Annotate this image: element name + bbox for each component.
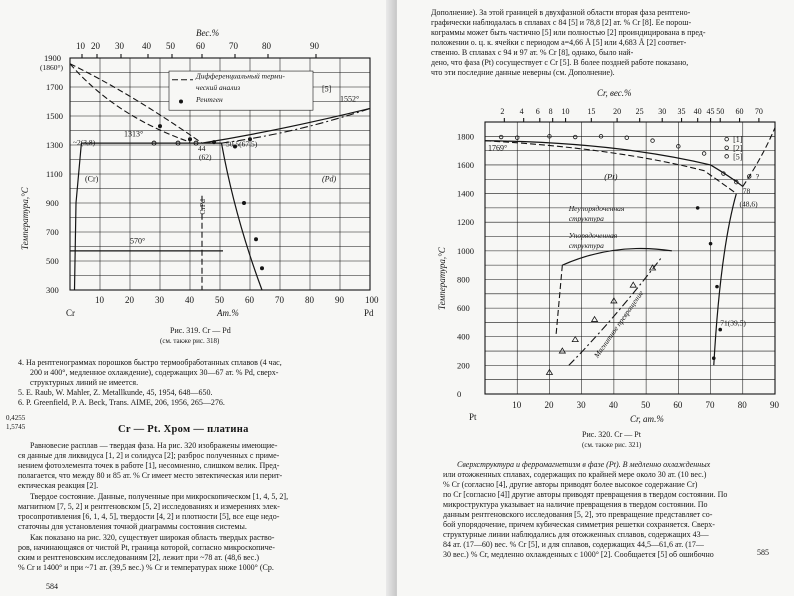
y-tick-label: 500 (46, 256, 59, 266)
body-line: Равновесие расплав — твердая фаза. На рис. 320 изображены имеющие- (30, 441, 278, 450)
data-point-marker (709, 242, 713, 246)
label-ordered: Упорядоченная (568, 230, 618, 240)
body-line: Дополнение). За этой границей в двухфазной области вторая фаза рентгено- (431, 8, 691, 17)
top-tick-label: 8 (548, 107, 553, 116)
top-tick-label: 6 (535, 107, 540, 116)
right-page (397, 0, 794, 596)
plot-frame (485, 122, 775, 394)
body-line: кограммы может быть частично [5] или полностью [2] проиндицирована в пред- (431, 28, 706, 37)
margin-number: 1,5745 (6, 423, 26, 431)
y-tick-label: 700 (46, 227, 59, 237)
x-axis-mid-label: Cr, ат.% (630, 414, 664, 424)
legend-marker (725, 146, 729, 150)
label-question: ? (755, 172, 760, 182)
label-disordered: структура (568, 213, 604, 223)
data-point-marker (242, 201, 246, 205)
x-tick-label: 20 (544, 400, 554, 410)
x-tick-label: 30 (155, 295, 164, 305)
margin-number: 0,4255 (6, 414, 26, 422)
liquidus-pd-side (202, 108, 370, 143)
label-62: (62) (199, 152, 212, 162)
data-point-marker (499, 135, 503, 139)
x-tick-label: 70 (705, 400, 715, 410)
body-line: Сверхструктура и ферромагнетизм в фазе (Pt). В медленно охлажденных (457, 460, 711, 469)
y-tick-label: 1400 (457, 188, 474, 199)
y-tick-label: 1600 (457, 159, 474, 170)
magnetic-transition (569, 257, 662, 366)
y-tick-label: 1200 (457, 217, 474, 228)
body-line: положении о. ц. к. ячейки с периодом a=4,66 Å [5] или 4,683 Å [2] соответ- (431, 38, 687, 47)
top-tick-label: 4 (519, 107, 524, 116)
body-line: нением фотоэлемента точек в работе [1], несомненно, слишком велик. Пред- (18, 461, 280, 470)
x-tick-label: 60 (673, 400, 683, 410)
top-tick-label: 45 (706, 107, 715, 116)
top-tick-label: 30 (115, 41, 124, 51)
top-tick-label: 40 (693, 107, 702, 116)
body-line: 84 ат. (17—60) вес. % Cr [5], и для сплавов, содержащих 44,5—61,6 ат. (17— (443, 540, 704, 549)
top-tick-label: 60 (735, 107, 744, 116)
legend-text: Рентген (196, 95, 223, 105)
body-line: магнитном [7, 5, 2] и рентгеновском [5, 2] исследованиях и измерениях элек- (18, 502, 280, 511)
data-point-marker (702, 152, 706, 156)
body-line: % Cr (согласно [4], другие авторы приводят более высокое содержание Cr) (443, 480, 698, 489)
data-point-marker (254, 237, 258, 241)
section-title: Cr — Pt. Хром — платина (118, 424, 249, 435)
body-line: тросопротивления [6, 1, 4, 5], твердости [4, 2] и плотности [5], все еще недо- (18, 512, 280, 521)
y-tick-label: 200 (457, 360, 470, 371)
y-axis-label: Температура,°С (20, 187, 30, 250)
legend-ref: [5] (322, 84, 332, 94)
data-point-marker (188, 137, 192, 141)
top-tick-label: 60 (196, 41, 205, 51)
label-1313: 1313° (124, 129, 144, 139)
label-magnetic: Магнитное превращение (592, 288, 646, 360)
legend-text: [1] (733, 135, 743, 145)
figure-320-caption-sub: (см. также рис. 321) (582, 441, 642, 449)
body-line: данным рентгеновского исследования [5, 2], это превращение представляет со- (443, 510, 713, 519)
x-tick-label: 50 (215, 295, 224, 305)
y-tick-label: 900 (46, 198, 59, 208)
label-78: 78 (742, 186, 751, 196)
x-tick-label: 60 (245, 295, 254, 305)
top-tick-label: 20 (91, 41, 100, 51)
figure-319-caption-sub: (см. также рис. 318) (160, 337, 220, 345)
body-line: ским и рентгеновским исследованиям [2], лежит при ~78 ат. (48,6 вес.) (18, 553, 259, 562)
pd-solvus (222, 143, 263, 290)
body-line: по Cr [согласно [4]] другие авторы приводят превращения в твердом состоянии. По (443, 490, 728, 499)
y-tick-label: 800 (457, 274, 470, 285)
top-tick-label: 90 (310, 41, 319, 51)
body-line: Твердое состояние. Данные, полученные при микроскопическом [1, 4, 5, 2], (30, 492, 289, 501)
top-axis-label: Cr, вес.% (597, 88, 632, 98)
label-disordered: Неупорядоченная (568, 203, 625, 213)
label-71-39-5: 71(39,5) (720, 318, 746, 328)
data-point-marker (712, 356, 716, 360)
body-line: ектическая реакция [2]. (18, 481, 99, 490)
body-line: дено, что фаза (Pt) сосуществует с Cr [5]. В более поздней работе показано, (431, 58, 689, 67)
legend-text: [2] (733, 143, 743, 153)
x-axis-left-label: Pt (469, 412, 477, 422)
top-tick-label: 30 (658, 107, 667, 116)
top-tick-label: 40 (142, 41, 151, 51)
order-left-boundary (556, 265, 562, 337)
body-line: 30 вес.) % Cr, медленно охлажденных с 1000° [2]. Сообщается [5] об ошибочно (443, 550, 714, 559)
x-tick-label: 10 (512, 400, 522, 410)
x-tick-label: 40 (608, 400, 618, 410)
reference-line: 6. P. Greenfield, P. A. Beck, Trans. AIME, 206, 1956, 265—276. (18, 398, 225, 407)
y-tick-label: 400 (457, 331, 470, 342)
y-tick-label: 1300 (46, 140, 63, 150)
label-44: 44 (198, 143, 206, 153)
label-pt-phase: (Pt) (604, 171, 618, 182)
data-point-marker (715, 285, 719, 289)
figure-320-caption: Рис. 320. Cr — Pt (582, 430, 641, 439)
y-tick-label: 1000 (457, 245, 474, 256)
y-tick-label: 300 (46, 285, 59, 295)
top-tick-label: 50 (716, 107, 725, 116)
y-tick-label: (1860°) (40, 62, 63, 72)
top-tick-label: 15 (587, 107, 596, 116)
body-line: полагается, что между 80 и 85 ат. % Cr имеет место эвтектическая или перит- (18, 471, 283, 480)
data-point-marker (572, 337, 578, 342)
y-tick-label: 1800 (457, 131, 474, 142)
data-point-marker (573, 135, 577, 139)
x-tick-label: 70 (275, 295, 284, 305)
y-tick-label: 0 (457, 389, 462, 399)
solidus (485, 141, 736, 194)
body-line: Как показано на рис. 320, существует широкая область твердых раство- (30, 533, 275, 542)
body-line: ся данные для ликвидуса [1, 2] и солидуса [2]; разброс полученных с приме- (18, 451, 280, 460)
top-tick-label: 50 (166, 41, 175, 51)
legend-text: [5] (733, 152, 743, 162)
label-pd-phase: (Pd) (322, 174, 337, 184)
top-tick-label: 70 (754, 107, 763, 116)
body-line: ственно. В сплавах с 94 и 97 ат. % Cr [8], однако, было най- (431, 48, 634, 57)
body-line: или отожженных сплавах, содержащих по крайней мере около 30 ат. (10 вес.) (443, 470, 707, 479)
data-point-marker (718, 328, 722, 332)
label-48-6: (48,6) (739, 199, 758, 209)
x-axis-right-label: Pd (364, 308, 374, 318)
data-point-marker (630, 282, 636, 287)
figure-319-caption: Рис. 319. Cr — Pd (170, 326, 231, 335)
figure-319-cr-pd-phase-diagram (0, 0, 397, 340)
legend-marker (179, 100, 183, 104)
body-line: что эти последние данные неверны (см. Дополнение). (431, 68, 615, 77)
x-axis-mid-label: Ат.% (217, 308, 239, 318)
cr-solvus (75, 143, 82, 290)
top-tick-label: 80 (262, 41, 271, 51)
label-1552: 1552° (340, 94, 360, 104)
label-cr-phase: (Cr) (85, 174, 99, 184)
legend-marker (725, 137, 729, 141)
legend-marker (725, 155, 729, 159)
body-line: % Cr и 1400° и при ~71 ат. (39,5 вес.) % Cr и температурах ниже 1000° (Ср. (18, 563, 274, 572)
y-tick-label: 1900 (44, 53, 61, 63)
body-line: ров, начинающаяся от чистой Pt, граница которой, согласно микроскопиче- (18, 543, 275, 552)
top-tick-label: 70 (229, 41, 238, 51)
x-tick-label: 30 (576, 400, 586, 410)
reference-line: 5. E. Raub, W. Mahler, Z. Metallkunde, 45, 1954, 648—650. (18, 388, 213, 397)
body-line: графически наблюдалась в сплавах с 84 [5] и 78,8 [2] ат. % Cr [8]. Ее порош- (431, 18, 692, 27)
top-tick-label: 10 (76, 41, 85, 51)
page-number: 585 (757, 548, 769, 557)
reference-line: структурных линий не имеется. (30, 378, 139, 387)
page-number: 584 (46, 582, 58, 591)
reference-line: 200 и 400°, медленное охлаждение), содержащих 30—67 ат. % Pd, сверх- (30, 368, 279, 377)
top-tick-label: 20 (613, 107, 622, 116)
x-tick-label: 10 (95, 295, 104, 305)
y-axis-label: Температура,°С (437, 247, 447, 310)
data-point-marker (260, 266, 264, 270)
top-tick-label: 35 (677, 107, 686, 116)
figure-320-cr-pt-phase-diagram (397, 80, 794, 440)
body-line: микроструктура указывает на наличие превращения в твердом состоянии. По (443, 500, 708, 509)
top-tick-label: 10 (561, 107, 570, 116)
y-tick-label: 600 (457, 303, 470, 314)
x-tick-label: 80 (737, 400, 747, 410)
body-line: бой упорядочение, причем кубическая симметрия решетки сохраняется. Сверх- (443, 520, 715, 529)
data-point-marker (592, 317, 598, 322)
label-50-5: 50,5(67,5) (226, 139, 258, 149)
y-tick-label: 1100 (46, 169, 63, 179)
label-1769: 1769° (488, 143, 508, 153)
legend-text: Дифференциальный терми- (196, 71, 285, 81)
body-line: структурные линии наблюдались для отожженных сплавов, содержащих 43— (443, 530, 709, 539)
label-crpd: CrPd (198, 199, 207, 215)
y-tick-label: 1700 (46, 82, 63, 92)
top-axis-label: Вес.% (196, 28, 220, 38)
data-point-marker (559, 348, 565, 353)
x-tick-label: 20 (125, 295, 134, 305)
x-axis-left-label: Cr (66, 308, 75, 318)
x-tick-label: 90 (770, 400, 779, 410)
x-tick-label: 100 (365, 295, 379, 305)
y-tick-label: 1500 (46, 111, 63, 121)
data-point-marker (212, 140, 216, 144)
legend-text: ческий анализ (196, 82, 241, 92)
data-point-marker (696, 206, 700, 210)
top-tick-label: 25 (635, 107, 644, 116)
label-ordered: структура (568, 240, 604, 250)
body-line: статочны для установления точной диаграммы состояния системы. (18, 522, 247, 531)
reference-line: 4. На рентгенограммах порошков быстро термообработанных сплавов (4 час, (18, 358, 282, 367)
x-tick-label: 40 (185, 295, 194, 305)
top-tick-label: 2 (500, 107, 505, 116)
x-tick-label: 50 (641, 400, 651, 410)
data-point-marker (651, 139, 655, 143)
label-570: 570° (130, 236, 146, 246)
data-point-marker (158, 124, 162, 128)
x-tick-label: 80 (305, 295, 314, 305)
label-2-3-8: ~2(3,8) (73, 138, 96, 147)
x-tick-label: 90 (335, 295, 344, 305)
